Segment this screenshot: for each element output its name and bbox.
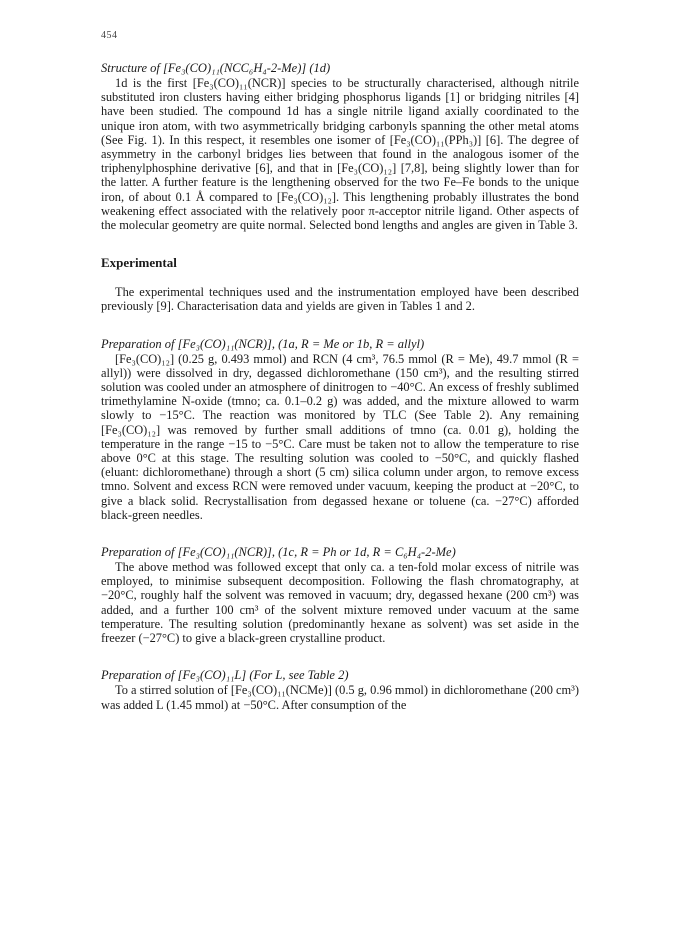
prep1-subheading: Preparation of [Fe₃(CO)₁₁(NCR)], (1a, R = Me or 1b, R = allyl): [101, 336, 425, 351]
prep3-paragraph: To a stirred solution of [Fe₃(CO)₁₁(NCMe)] (0.5 g, 0.96 mmol) in dichloromethane (200 cm³) was added L (1.45 mmol) at −50°C. After consumption of the: [101, 683, 579, 712]
page-number: 454: [101, 30, 118, 41]
prep3-subheading: Preparation of [Fe₃(CO)₁₁L] (For L, see Table 2): [101, 668, 349, 683]
structure-subheading: Structure of [Fe₃(CO)₁₁(NCC₆H₄-2-Me)] (1d): [101, 61, 331, 75]
text-column: [101, 60, 579, 712]
spacer: [101, 232, 579, 254]
prep2-subheading: Preparation of [Fe₃(CO)₁₁(NCR)], (1c, R = Ph or 1d, R = C₆H₄-2-Me): [101, 545, 456, 560]
prep1-paragraph: [Fe₃(CO)₁₂] (0.25 g, 0.493 mmol) and RCN (4 cm³, 76.5 mmol (R = Me), 49.7 mmol (R = allyl)) were dissolved in dry, degassed dichloromethane (150 cm³), and the resulting stirred solution was cooled under an atmosphere of dinitrogen to −40°C. An excess of freshly sublimed trimethylamine N-oxide (tmno; ca. 0.1–0.2 g) was added, and the mixture allowed to warm slowly to −15°C. The reaction was monitored by TLC (See Table 2). Any remaining [Fe₃(CO)₁₂] was removed by further small additions of tmno (ca. 0.01 g), holding the temperature in the range −15 to −5°C. Care must be taken not to allow the temperature to rise above 0°C at this stage. The resulting solution was cooled to −50°C, and quickly flashed (eluant: dichloromethane) through a short (5 cm) silica column under argon, to remove excess tmno. Solvent and excess RCN were removed under vacuum, keeping the product at −20°C, to give a black solid. Recrystallisation from degassed hexane or toluene (ca. −27°C) afforded black-green needles.: [101, 351, 579, 522]
spacer: [101, 522, 579, 544]
experimental-heading: Experimental: [101, 255, 177, 271]
prep2-paragraph: The above method was followed except that only ca. a ten-fold molar excess of nitrile was employed, to minimise subsequent decomposition. Following the flash chromatography, at −20°C, roughly half the solvent was removed in vacuum; dry, degassed hexane (200 cm³) was added, and a further 100 cm³ of the solvent mixture removed under vacuum at the same temperature. The resulting solution (predominantly hexane as solvent) was set aside in the freezer (−27°C) to give a black-green crystalline product.: [101, 560, 579, 646]
spacer: [101, 314, 579, 336]
structure-paragraph: 1d is the first [Fe₃(CO)₁₁(NCR)] species to be structurally characterised, although nitrile substituted iron clusters having either bridging phosphorus ligands [1] or bridging nitriles [4] have been studied. The compound 1d has a single nitrile ligand axially coordinated to the unique iron atom, with two asymmetrically bridging carbonyls spanning the other metal atoms (See Fig. 1). In this respect, it resembles one isomer of [Fe₃(CO)₁₁(PPh₃)] [6]. The degree of asymmetry in the carbonyl bridges lies between that found in the analogous isomer of the triphenylphosphine derivative [6], and that in [Fe₃(CO)₁₂] [7,8], being slightly lower than for the latter. A further feature is the lengthening observed for the two Fe–Fe bonds to the unique iron, of about 0.1 Å compared to [Fe₃(CO)₁₂]. This lengthening probably illustrates the bond weakening effect associated with the relatively poor π-acceptor nitrile ligand. Other aspects of the molecular geometry are quite normal. Selected bond lengths and angles are given in Table 3.: [101, 76, 579, 233]
experimental-paragraph: The experimental techniques used and the instrumentation employed have been described previously [9]. Characterisation data and yields are given in Tables 1 and 2.: [101, 285, 579, 314]
spacer: [101, 271, 579, 285]
spacer: [101, 645, 579, 667]
